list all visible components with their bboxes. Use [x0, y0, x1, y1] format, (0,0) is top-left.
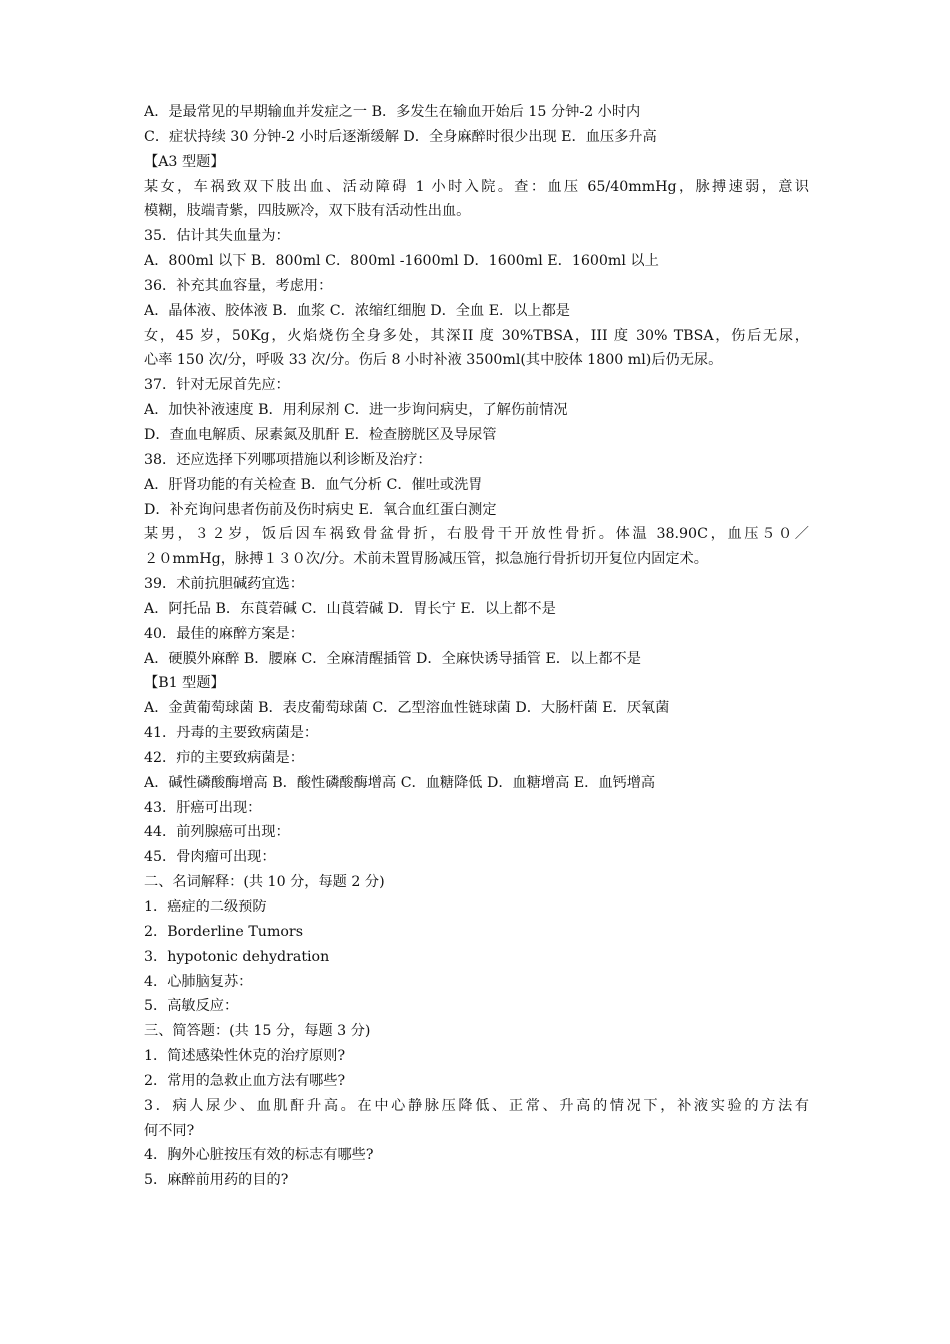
question: 41．丹毒的主要致病菌是：: [144, 725, 319, 742]
answer-options: A．晶体液、胶体液 B．血浆 C．浓缩红细胞 D．全血 E．以上都是: [144, 302, 570, 319]
answer-options: D．补充询问患者伤前及伤时病史 E．氧合血红蛋白测定: [144, 501, 497, 518]
question: 何不同?: [144, 1122, 195, 1139]
text-line: 心率 150 次/分，呼吸 33 次/分。伤后 8 小时补液 3500ml(其中胶体 1800 ml)后仍无尿。: [144, 352, 723, 369]
question: 40．最佳的麻醉方案是：: [144, 625, 304, 642]
question: 5．麻醉前用药的目的?: [144, 1172, 289, 1189]
question: 1．简述感染性休克的治疗原则?: [144, 1048, 346, 1065]
question: 4．心肺脑复苏：: [144, 973, 253, 990]
question: 2．Borderline Tumors: [144, 923, 303, 940]
section-heading: 【A3 型题】: [144, 153, 225, 170]
answer-options: A．肝肾功能的有关检查 B．血气分析 C．催吐或洗胃: [144, 476, 483, 493]
text-line: 某男，３２岁，饭后因车祸致骨盆骨折，右股骨干开放性骨折。体温 38.90C，血压５０／: [144, 526, 809, 543]
text-line: C．症状持续 30 分钟-2 小时后逐渐缓解 D．全身麻醉时很少出现 E．血压多升高: [144, 128, 657, 145]
question: 42．疖的主要致病菌是：: [144, 749, 304, 766]
question: 35．估计其失血量为：: [144, 228, 290, 245]
question: 3．hypotonic dehydration: [144, 948, 330, 965]
answer-options: A．金黄葡萄球菌 B．表皮葡萄球菌 C．乙型溶血性链球菌 D．大肠杆菌 E．厌氧菌: [144, 700, 670, 717]
section-heading: 二、名词解释：(共 10 分，每题 2 分): [144, 874, 385, 891]
text-line: A．是最常见的早期输血并发症之一 B．多发生在输血开始后 15 分钟-2 小时内: [144, 104, 641, 120]
text-line: ２０mmHg，脉搏１３０次/分。术前未置胃肠减压管，拟急施行骨折切开复位内固定术。: [144, 551, 708, 568]
question: 38．还应选择下列哪项措施以利诊断及治疗：: [144, 451, 432, 468]
question: 36．补充其血容量，考虑用：: [144, 277, 333, 294]
answer-options: A．碱性磷酸酶增高 B．酸性磷酸酶增高 C．血糖降低 D．血糖增高 E．血钙增高: [144, 774, 656, 791]
question: 2．常用的急救止血方法有哪些?: [144, 1072, 346, 1089]
text-line: 女，45 岁，50Kg，火焰烧伤全身多处，其深II 度 30%TBSA，III 度 30% TBSA，伤后无尿，: [144, 327, 809, 344]
answer-options: A．阿托品 B．东莨菪碱 C．山莨菪碱 D．胃长宁 E．以上都不是: [144, 600, 556, 617]
document-page: [144, 100, 809, 1193]
answer-options: A．800ml 以下 B．800ml C．800ml -1600ml D．1600ml E．1600ml 以上: [144, 253, 659, 270]
question: 44．前列腺癌可出现：: [144, 824, 290, 841]
question: 37．针对无尿首先应：: [144, 377, 290, 394]
answer-options: D．查血电解质、尿素氮及肌酐 E．检查膀胱区及导尿管: [144, 426, 497, 443]
question: 43．肝癌可出现：: [144, 799, 262, 816]
question: 1．癌症的二级预防: [144, 899, 267, 915]
text-line: 某女，车祸致双下肢出血、活动障碍 1 小时入院。查：血压 65/40mmHg，脉搏速弱，意识: [144, 178, 809, 195]
question: 39．术前抗胆碱药宜选：: [144, 576, 304, 593]
answer-options: A．加快补液速度 B．用利尿剂 C．进一步询问病史，了解伤前情况: [144, 402, 568, 419]
question: 5．高敏反应：: [144, 998, 239, 1015]
answer-options: A．硬膜外麻醉 B．腰麻 C．全麻清醒插管 D．全麻快诱导插管 E．以上都不是: [144, 650, 641, 667]
question: 45．骨肉瘤可出现：: [144, 849, 276, 866]
section-heading: 【B1 型题】: [144, 675, 225, 692]
question: 4．胸外心脏按压有效的标志有哪些?: [144, 1147, 374, 1164]
section-heading: 三、简答题：(共 15 分，每题 3 分): [144, 1023, 371, 1040]
question: 3．病人尿少、血肌酐升高。在中心静脉压降低、正常、升高的情况下，补液实验的方法有: [144, 1097, 809, 1114]
text-line: 模糊，肢端青紫，四肢厥冷，双下肢有活动性出血。: [144, 203, 471, 220]
